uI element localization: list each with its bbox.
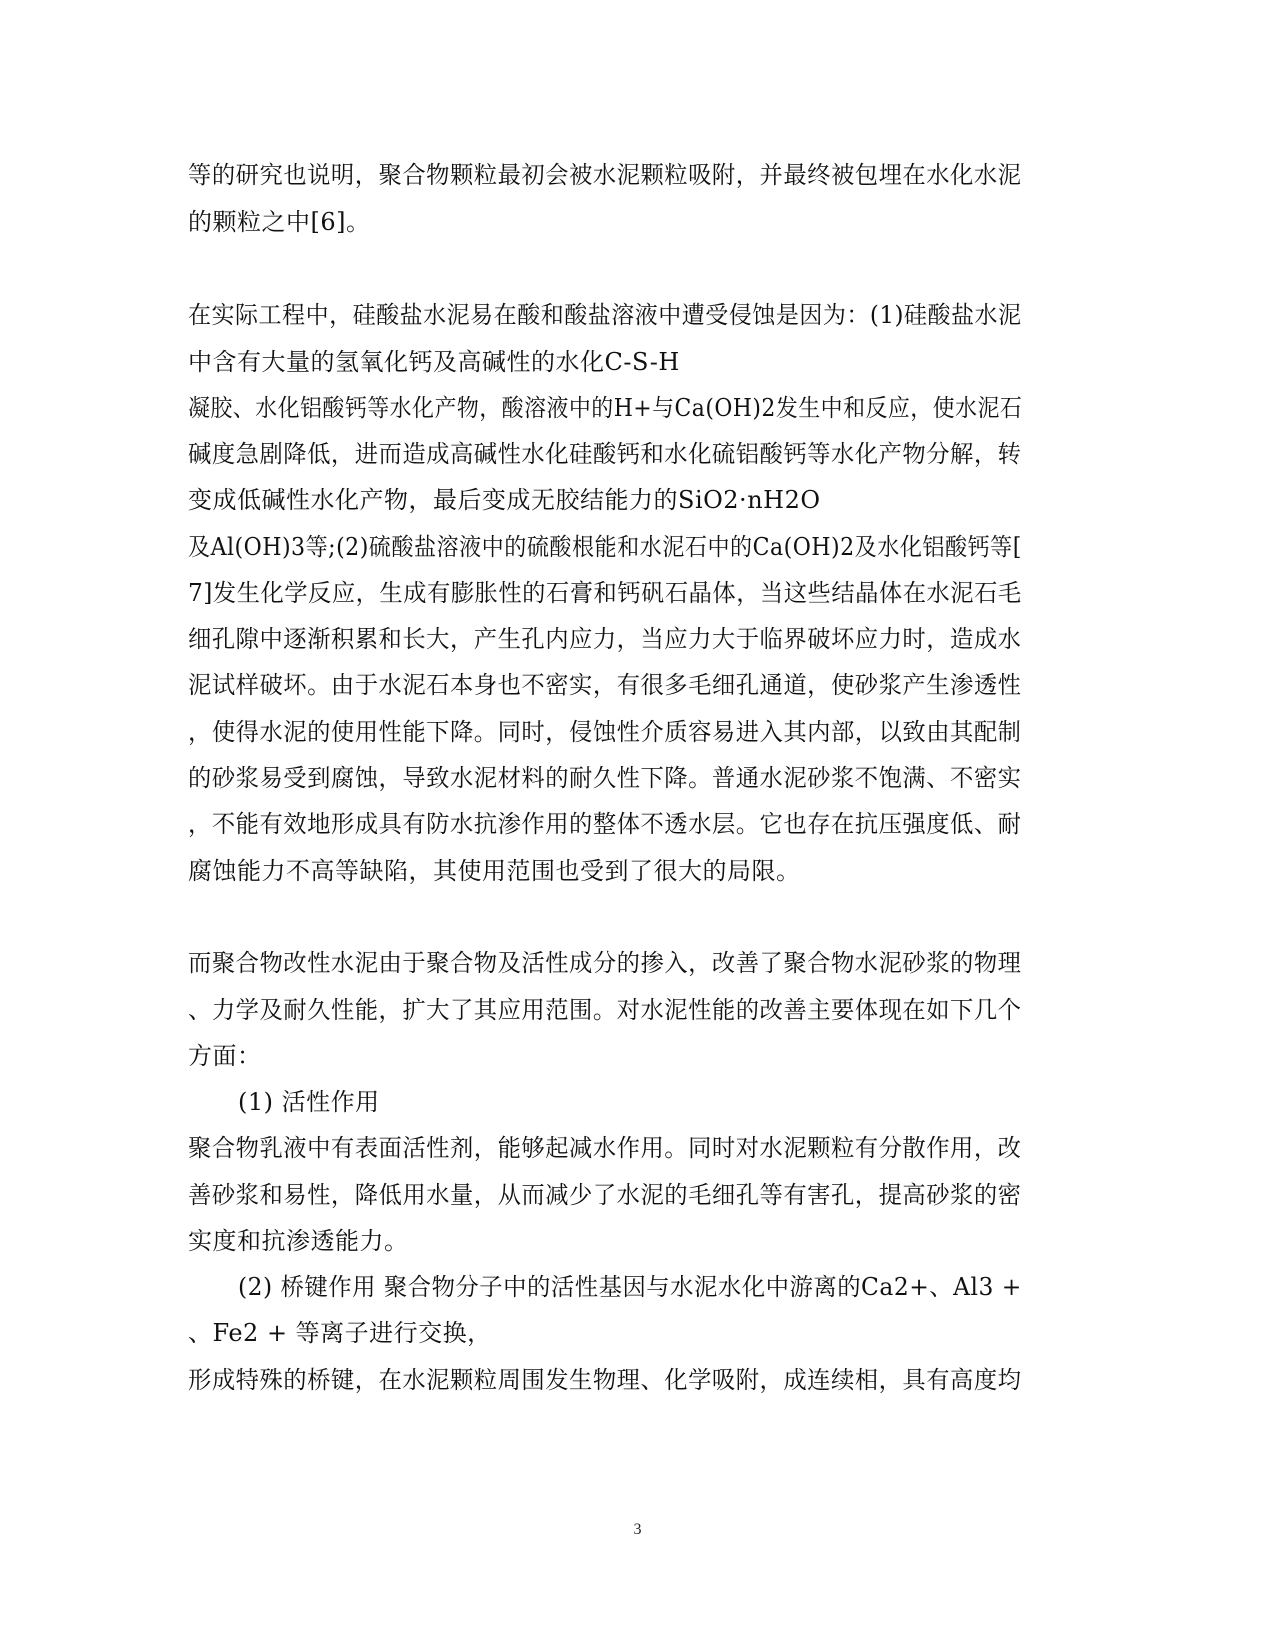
text-line: 凝胶、水化铝酸钙等水化产物，酸溶液中的H+与Ca(OH)2发生中和反应，使水泥石 <box>188 394 1023 422</box>
text-line: 而聚合物改性水泥由于聚合物及活性成分的掺入，改善了聚合物水泥砂浆的物理 <box>188 949 1022 977</box>
text-line: 的砂浆易受到腐蚀，导致水泥材料的耐久性下降。普通水泥砂浆不饱满、不密实 <box>188 764 1022 792</box>
text-line: 、Fe2 + 等离子进行交换， <box>188 1319 492 1347</box>
text-line: 7]发生化学反应，生成有膨胀性的石膏和钙矾石晶体，当这些结晶体在水泥石毛 <box>188 579 1022 607</box>
text-line: 、力学及耐久性能，扩大了其应用范围。对水泥性能的改善主要体现在如下几个 <box>188 996 1022 1024</box>
text-line: 实度和抗渗透能力。 <box>188 1227 409 1255</box>
text-line: 变成低碱性水化产物，最后变成无胶结能力的SiO2·nH2O <box>188 486 821 514</box>
text-line: 等的研究也说明，聚合物颗粒最初会被水泥颗粒吸附，并最终被包埋在水化水泥 <box>188 161 1022 189</box>
text-line: 中含有大量的氢氧化钙及高碱性的水化C-S-H <box>188 348 680 376</box>
text-line: 腐蚀能力不高等缺陷，其使用范围也受到了很大的局限。 <box>188 857 801 885</box>
text-line: 在实际工程中，硅酸盐水泥易在酸和酸盐溶液中遭受侵蚀是因为：(1)硅酸盐水泥 <box>188 301 1022 329</box>
text-line: ，不能有效地形成具有防水抗渗作用的整体不透水层。它也存在抗压强度低、耐 <box>188 810 1022 838</box>
text-line: 的颗粒之中[6]。 <box>188 208 371 236</box>
text-line: 形成特殊的桥键，在水泥颗粒周围发生物理、化学吸附，成连续相，具有高度均 <box>188 1366 1022 1394</box>
text-line: 及Al(OH)3等;(2)硫酸盐溶液中的硫酸根能和水泥石中的Ca(OH)2及水化铝酸钙等[ <box>188 533 1022 561</box>
text-line: 细孔隙中逐渐积累和长大，产生孔内应力，当应力大于临界破坏应力时，造成水 <box>188 625 1022 653</box>
text-line: 方面： <box>188 1042 262 1070</box>
section-heading: (2) 桥键作用 聚合物分子中的活性基因与水泥水化中游离的Ca2+、Al3 + <box>238 1273 1022 1301</box>
text-line: ，使得水泥的使用性能下降。同时，侵蚀性介质容易进入其内部，以致由其配制 <box>188 718 1022 746</box>
text-line: 善砂浆和易性，降低用水量，从而减少了水泥的毛细孔等有害孔，提高砂浆的密 <box>188 1181 1022 1209</box>
page-number: 3 <box>633 1521 642 1538</box>
text-line: 碱度急剧降低，进而造成高碱性水化硅酸钙和水化硫铝酸钙等水化产物分解，转 <box>188 440 1022 468</box>
text-line: 聚合物乳液中有表面活性剂，能够起减水作用。同时对水泥颗粒有分散作用，改 <box>188 1134 1022 1162</box>
section-heading: (1) 活性作用 <box>238 1088 380 1116</box>
text-line: 泥试样破坏。由于水泥石本身也不密实，有很多毛细孔通道，使砂浆产生渗透性 <box>188 671 1022 699</box>
